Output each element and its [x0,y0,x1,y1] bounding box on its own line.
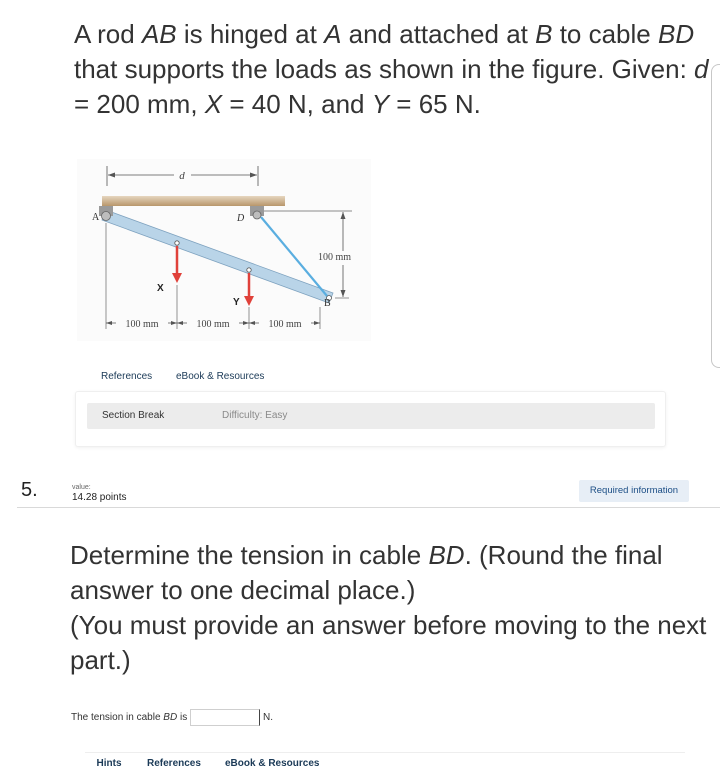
label-dim-2: 100 mm [196,319,230,330]
var-d: d [694,54,709,84]
label-d: d [179,170,185,182]
load-point-y [247,268,251,272]
section-break-card [75,391,666,447]
question-divider [17,507,720,508]
problem-text-part: = 200 mm, [74,89,205,119]
hints-tab[interactable]: Hints [96,758,122,769]
label-y: Y [233,297,240,308]
answer-unit: N. [263,712,273,723]
side-panel-edge [711,64,720,368]
problem-text-part: = 40 N, and [222,89,372,119]
rod-cable-diagram [77,159,371,341]
answer-label [71,712,187,723]
question-note: (You must provide an answer before moving to the next part.) [70,610,707,675]
problem-text-part: and attached at [341,19,536,49]
label-dim-3: 100 mm [268,319,302,330]
answer-label-part: is [177,712,188,723]
ebook-resources-tab-bottom[interactable]: eBook & Resources [225,758,320,769]
answer-label-part: The tension in cable [71,712,164,723]
var-y: Y [371,89,390,119]
var-bd: BD [163,712,178,723]
label-a: A [92,212,100,223]
question-text-part: . (Round the final answer to one decimal place.) [70,540,663,605]
dimension-vertical [318,212,351,298]
ceiling [102,196,285,206]
var-b: B [535,19,553,49]
section-break-bar [87,403,655,429]
references-tab[interactable]: References [101,371,153,382]
var-bd: BD [657,19,695,49]
label-b: B [324,298,331,309]
pin-d [253,211,261,219]
problem-statement [74,17,714,122]
var-ab: AB [141,19,177,49]
question-text [70,538,710,678]
required-information-button[interactable]: Required information [579,480,689,502]
value-label: value: [72,484,91,491]
hinge-pin-a [102,212,111,221]
question-number: 5. [21,479,38,501]
points-value: 14.28 points [72,492,127,503]
difficulty-label: Difficulty: Easy [222,410,288,421]
dimension-d [107,166,258,186]
load-arrow-y [244,273,254,306]
load-point-x [175,241,179,245]
load-arrow-x [172,246,182,283]
references-tab-bottom[interactable]: References [147,758,201,769]
problem-text-part: A rod [74,19,142,49]
label-dim-1: 100 mm [125,319,159,330]
bottom-tabs [85,752,685,770]
problem-text-part: is hinged at [176,19,325,49]
problem-text-part: to cable [552,19,658,49]
problem-figure [77,159,371,341]
rod-ab [102,210,333,303]
var-bd: BD [428,540,465,570]
var-x: X [204,89,223,119]
tension-answer-input[interactable] [190,709,260,726]
problem-text-part: that supports the loads as shown in the figure. Given: [74,54,695,84]
problem-text-part: = 65 N. [389,89,481,119]
section-break-label: Section Break [102,410,165,421]
var-a: A [324,19,342,49]
question-text-part: Determine the tension in cable [70,540,429,570]
ebook-resources-tab[interactable]: eBook & Resources [176,371,265,382]
label-d-point: D [237,213,245,224]
label-x: X [157,283,164,294]
label-dim-right: 100 mm [318,252,352,263]
